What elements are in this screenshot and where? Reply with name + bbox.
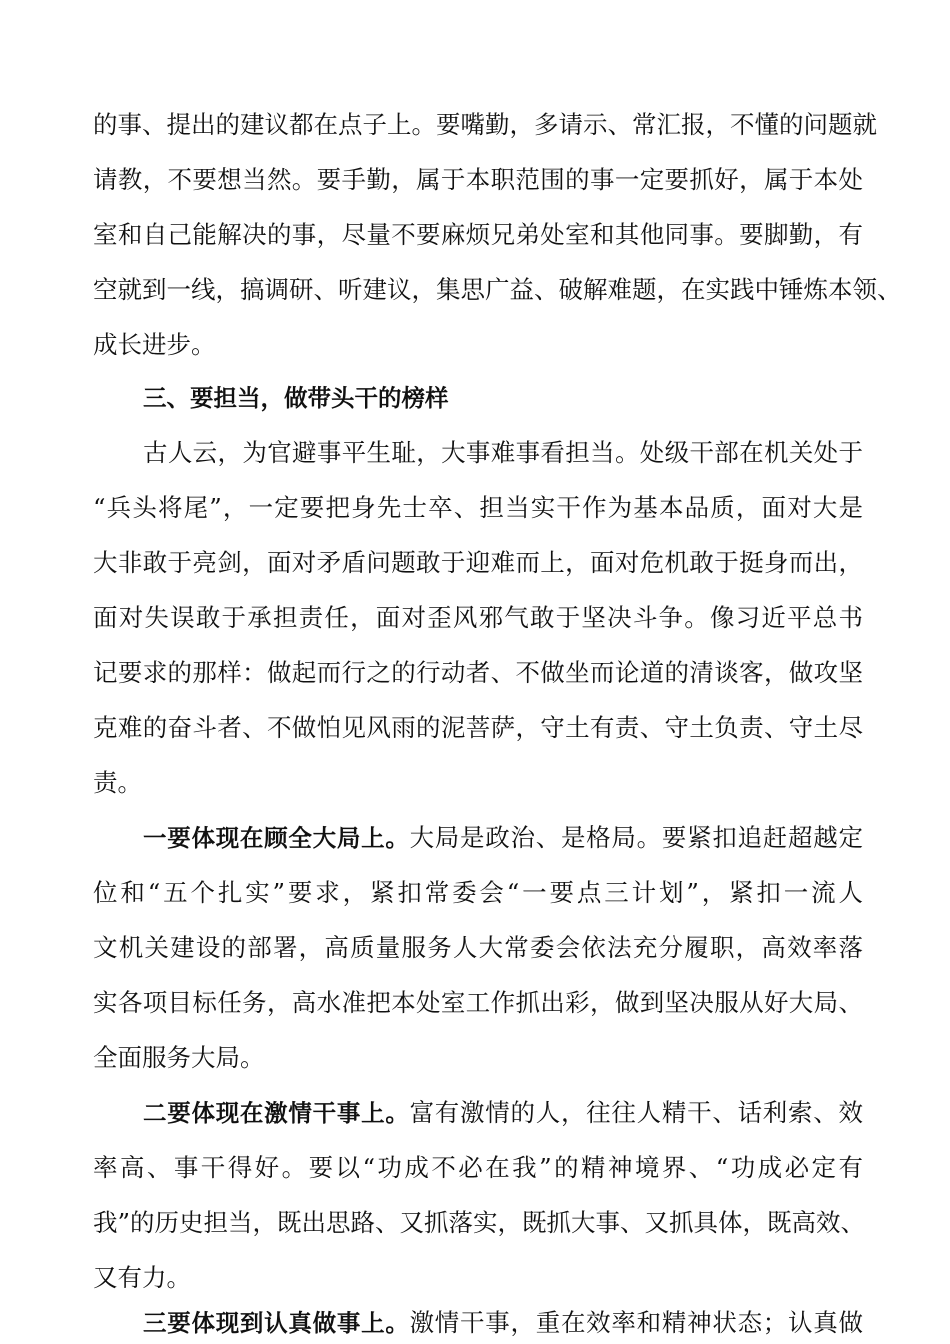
p1-line-1: 的事、提出的建议都在点子上。要嘴勤，多请示、常汇报，不懂的问题就 [93,110,877,139]
p3-line-4: 实各项目标任务，高水准把本处室工作抓出彩，做到坚决服从好大局、 [93,988,863,1017]
p2-line-5: 记要求的那样：做起而行之的行动者、不做坐而论道的清谈客，做攻坚 [93,658,863,687]
p5-line-1-rest: 激情干事，重在效率和精神状态；认真做 [409,1308,864,1337]
section-heading-3: 三、要担当，做带头干的榜样 [143,384,449,412]
p3-line-3: 文机关建设的部署，高质量服务人大常委会依法充分履职，高效率落 [93,933,863,962]
p4-line-1-rest: 富有激情的人，往往人精干、话利索、效 [409,1098,864,1127]
p4-line-4: 又有力。 [93,1263,191,1292]
p3-line-2: 位和“五个扎实”要求，紧扣常委会“一要点三计划”，紧扣一流人 [93,878,863,907]
p2-line-3: 大非敢于亮剑，面对矛盾问题敢于迎难而上，面对危机敢于挺身而出， [93,548,863,577]
p2-line-2: “兵头将尾”，一定要把身先士卒、担当实干作为基本品质，面对大是 [93,493,863,522]
p1-line-5: 成长进步。 [93,330,216,359]
p1-line-3: 室和自己能解决的事，尽量不要麻烦兄弟处室和其他同事。要脚勤，有 [93,220,863,249]
p5-bold-lead: 三要体现到认真做事上。 [143,1309,410,1337]
p2-line-6: 克难的奋斗者、不做怕见风雨的泥菩萨，守土有责、守土负责、守土尽 [93,713,863,742]
p4-bold-lead: 二要体现在激情干事上。 [143,1099,410,1127]
p4-line-2: 率高、事干得好。要以“功成不必在我”的精神境界、“功成必定有 [93,1153,863,1182]
p3-line-1-rest: 大局是政治、是格局。要紧扣追赶超越定 [409,823,864,852]
p3-bold-lead: 一要体现在顾全大局上。 [143,824,410,852]
p4-line-1 [143,1093,863,1133]
p2-line-1: 古人云，为官避事平生耻，大事难事看担当。处级干部在机关处于 [143,438,863,467]
p4-line-3: 我”的历史担当，既出思路、又抓落实，既抓大事、又抓具体，既高效、 [93,1208,866,1237]
p2-line-7: 责。 [93,768,142,797]
p3-line-5: 全面服务大局。 [93,1043,265,1072]
p2-line-4: 面对失误敢于承担责任，面对歪风邪气敢于坚决斗争。像习近平总书 [93,603,863,632]
p5-line-1 [143,1303,863,1343]
p1-line-4: 空就到一线，搞调研、听建议，集思广益、破解难题，在实践中锤炼本领、 [93,275,902,304]
p1-line-2: 请教，不要想当然。要手勤，属于本职范围的事一定要抓好，属于本处 [93,165,863,194]
p3-line-1 [143,818,863,858]
